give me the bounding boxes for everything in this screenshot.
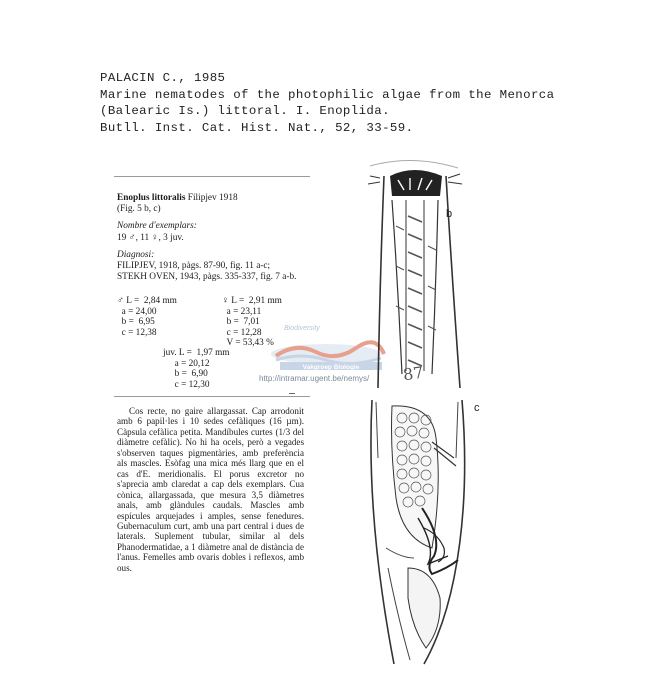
reference-author-year: PALACIN C., 1985 [100,71,226,85]
figure-label-b: b [446,208,453,220]
juv-b: b = 6,90 [163,369,208,380]
male-c: c = 12,38 [117,327,157,338]
male-measurements [117,286,177,338]
dash-mark [289,393,295,394]
female-V: V = 53,43 % [222,338,274,349]
diagnosis-label: Diagnosi: [117,249,155,260]
species-name: Enoplus littoralis [117,193,186,203]
watermark-url: http://intramar.ugent.be/nemys/ [259,374,370,383]
female-b: b = 7,01 [222,317,260,328]
watermark-line2: Vakgroep Biologie [302,364,360,371]
juvenile-measurements [163,338,230,390]
figure-reference: (Fig. 5 b, c) [117,204,161,215]
watermark-line1: Biodiversity [284,325,320,332]
reference-journal: Butll. Inst. Cat. Hist. Nat., 52, 33-59. [100,120,414,135]
male-a: a = 24,00 [117,306,157,317]
top-rule [114,176,310,177]
reference-header [100,70,554,136]
reference-title-line1: Marine nematodes of the photophilic algae from the Menorca [100,87,555,102]
juv-a: a = 20,12 [163,358,210,369]
female-L: ♀ L = 2,91 mm [222,296,282,307]
female-a: a = 23,11 [222,306,262,317]
specimens-label: Nombre d'exemplars: [117,221,197,232]
diagnosis-ref-1: FILIPJEV, 1918, pàgs. 87-90, fig. 11 a-c; [117,261,271,272]
species-author: Filipjev 1918 [187,193,238,203]
juv-L: juv. L = 1,97 mm [163,348,230,359]
diagnosis-ref-2: STEKH OVEN, 1943, pàgs. 335-337, fig. 7 a-b. [117,272,297,283]
mid-rule [114,396,310,397]
nematode-head-drawing [362,156,472,388]
nematode-tail-drawing [362,398,474,666]
description-paragraph: Cos recte, no gaire allargassat. Cap arrodonit amb 6 papil·les i 10 sedes cefàliques (16 µm). Càpsula cefàlica petita. Mandíbules curtes (1/3 del diàmetre cefàlic). No hi ha ocels, però a vegades s'observen taques pigmentàries, amb preferència als mascles. Esòfag una mica més llarg que en el cas d'E. meridionalis. El porus excretor no s'apreciа amb claredat a cap dels exemplars. Cua cònica, allargassada, que mesura 3,5 diàmetres anals, amb glàndules caudals. Mascles amb espícules arquejades i amples, sense fenedures. Gubernaculum curt, amb una part central i dues de laterals. Suplement tubular, similar al dels Phanodermatidae, a 1 diàmetre anal de distància de l'anus. Femelles amb ovaris dobles i reflexos, amb ous. [117,406,304,573]
species-block [117,193,317,283]
male-b: b = 6,95 [117,317,155,328]
female-c: c = 12,28 [222,327,262,338]
handwritten-number: 87 [401,362,425,385]
male-L: ♂ L = 2,84 mm [117,296,177,307]
figure-label-c: c [474,402,480,414]
reference-title-line2: (Balearic Is.) littoral. I. Enoplida. [100,104,390,118]
juv-c: c = 12,30 [163,379,210,390]
specimens-value: 19 ♂, 11 ♀, 3 juv. [117,232,184,243]
